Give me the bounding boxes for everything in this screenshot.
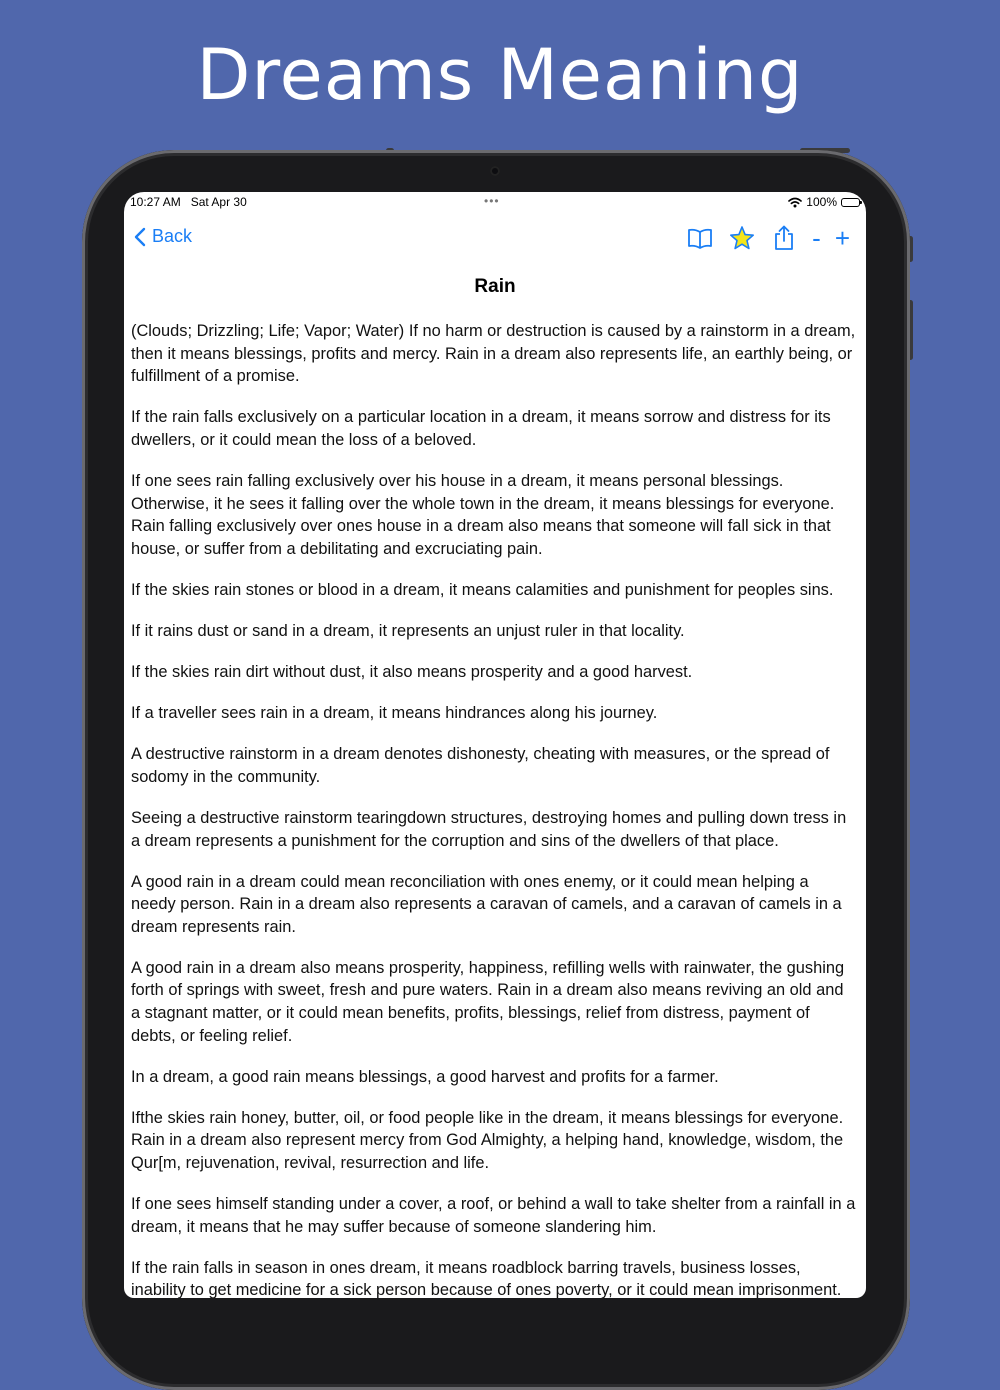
article-paragraph: If the rain falls exclusively on a particular location in a dream, it means sorrow and distress for its dwellers, or it could mean the loss of a beloved.	[131, 408, 831, 449]
toolbar	[686, 224, 850, 252]
status-right	[788, 195, 860, 209]
article-paragraph: If one sees himself standing under a cover, a roof, or behind a wall to take shelter from a rainfall in a dream, it means that he may suffer because of someone slandering him.	[131, 1195, 856, 1236]
multitasking-dots-icon[interactable]: •••	[484, 194, 500, 208]
article-paragraph: If the rain falls in season in ones dream, it means roadblock barring travels, business losses, inability to get medicine for a sick person because of ones poverty, or it could mean imprisonment.	[131, 1258, 842, 1298]
article-paragraph: If it rains dust or sand in a dream, it represents an unjust ruler in that locality.	[131, 621, 685, 640]
app-screen	[124, 192, 866, 1298]
back-label: Back	[152, 226, 193, 246]
status-bar	[124, 192, 866, 214]
chevron-left-icon	[134, 227, 146, 247]
article-paragraph: In a dream, a good rain means blessings, a good harvest and profits for a farmer.	[131, 1067, 719, 1086]
back-button[interactable]	[134, 226, 192, 247]
zoom-in-button[interactable]: +	[834, 223, 850, 253]
article-paragraph: If a traveller sees rain in a dream, it means hindrances along his journey.	[131, 704, 658, 723]
star-icon[interactable]	[728, 224, 756, 252]
article-body	[131, 320, 857, 1298]
article-title: Rain	[474, 276, 516, 297]
article-paragraph: A good rain in a dream could mean reconciliation with ones enemy, or it could mean helping a needy person. Rain in a dream also represents a caravan of camels, and a caravan of camels in a dream represents rain.	[131, 872, 842, 936]
article-paragraph: Ifthe skies rain honey, butter, oil, or food people like in the dream, it means blessings for everyone. Rain in a dream also represent mercy from God Almighty, a helping hand, knowledge, wisdom, the Qur[m, rejuvenation, revival, resurrection and life.	[131, 1108, 844, 1173]
article-paragraph: (Clouds; Drizzling; Life; Vapor; Water) If no harm or destruction is caused by a rainstorm in a dream, then it means blessings, profits and mercy. Rain in a dream also represents life, an earthly being, or fulfillment of a promise.	[131, 322, 856, 386]
zoom-out-button[interactable]: -	[812, 223, 821, 253]
navigation-bar	[124, 220, 866, 260]
battery-icon	[841, 198, 860, 207]
article-paragraph: Seeing a destructive rainstorm tearingdown structures, destroying homes and pulling down tress in a dream represents a punishment for the corruption and sins of the dwellers of that place.	[131, 808, 847, 850]
battery-percent: 100%	[806, 195, 837, 209]
status-date: Sat Apr 30	[190, 195, 247, 209]
status-time-date	[130, 195, 247, 209]
camera-icon	[490, 166, 500, 176]
article-paragraph: If the skies rain dirt without dust, it also means prosperity and a good harvest.	[131, 663, 693, 682]
status-time: 10:27 AM	[130, 195, 181, 209]
promo-headline: Dreams Meaning	[196, 34, 804, 116]
article-paragraph: If the skies rain stones or blood in a dream, it means calamities and punishment for peoples sins.	[131, 580, 834, 599]
share-icon[interactable]	[770, 224, 798, 252]
article-paragraph: A good rain in a dream also means prosperity, happiness, refilling wells with rainwater, the gushing forth of springs with sweet, fresh and pure waters. Rain in a dream also means reviving an old and a stagnant matter, or it could mean benefits, profits, blessings, relief from distress, payment of debts, or feeling relief.	[131, 958, 845, 1045]
wifi-icon	[788, 197, 802, 208]
article-paragraph: If one sees rain falling exclusively over his house in a dream, it means personal blessings. Otherwise, it he sees it falling over the whole town in the dream, it means blessings for everyone. Rain falling exclusively over ones house in a dream also means that someone will fall sick in that house, or suffer from a debilitating and excruciating pain.	[131, 471, 835, 558]
article-paragraph: A destructive rainstorm in a dream denotes dishonesty, cheating with measures, or the spread of sodomy in the community.	[131, 745, 830, 786]
book-icon[interactable]	[686, 224, 714, 252]
